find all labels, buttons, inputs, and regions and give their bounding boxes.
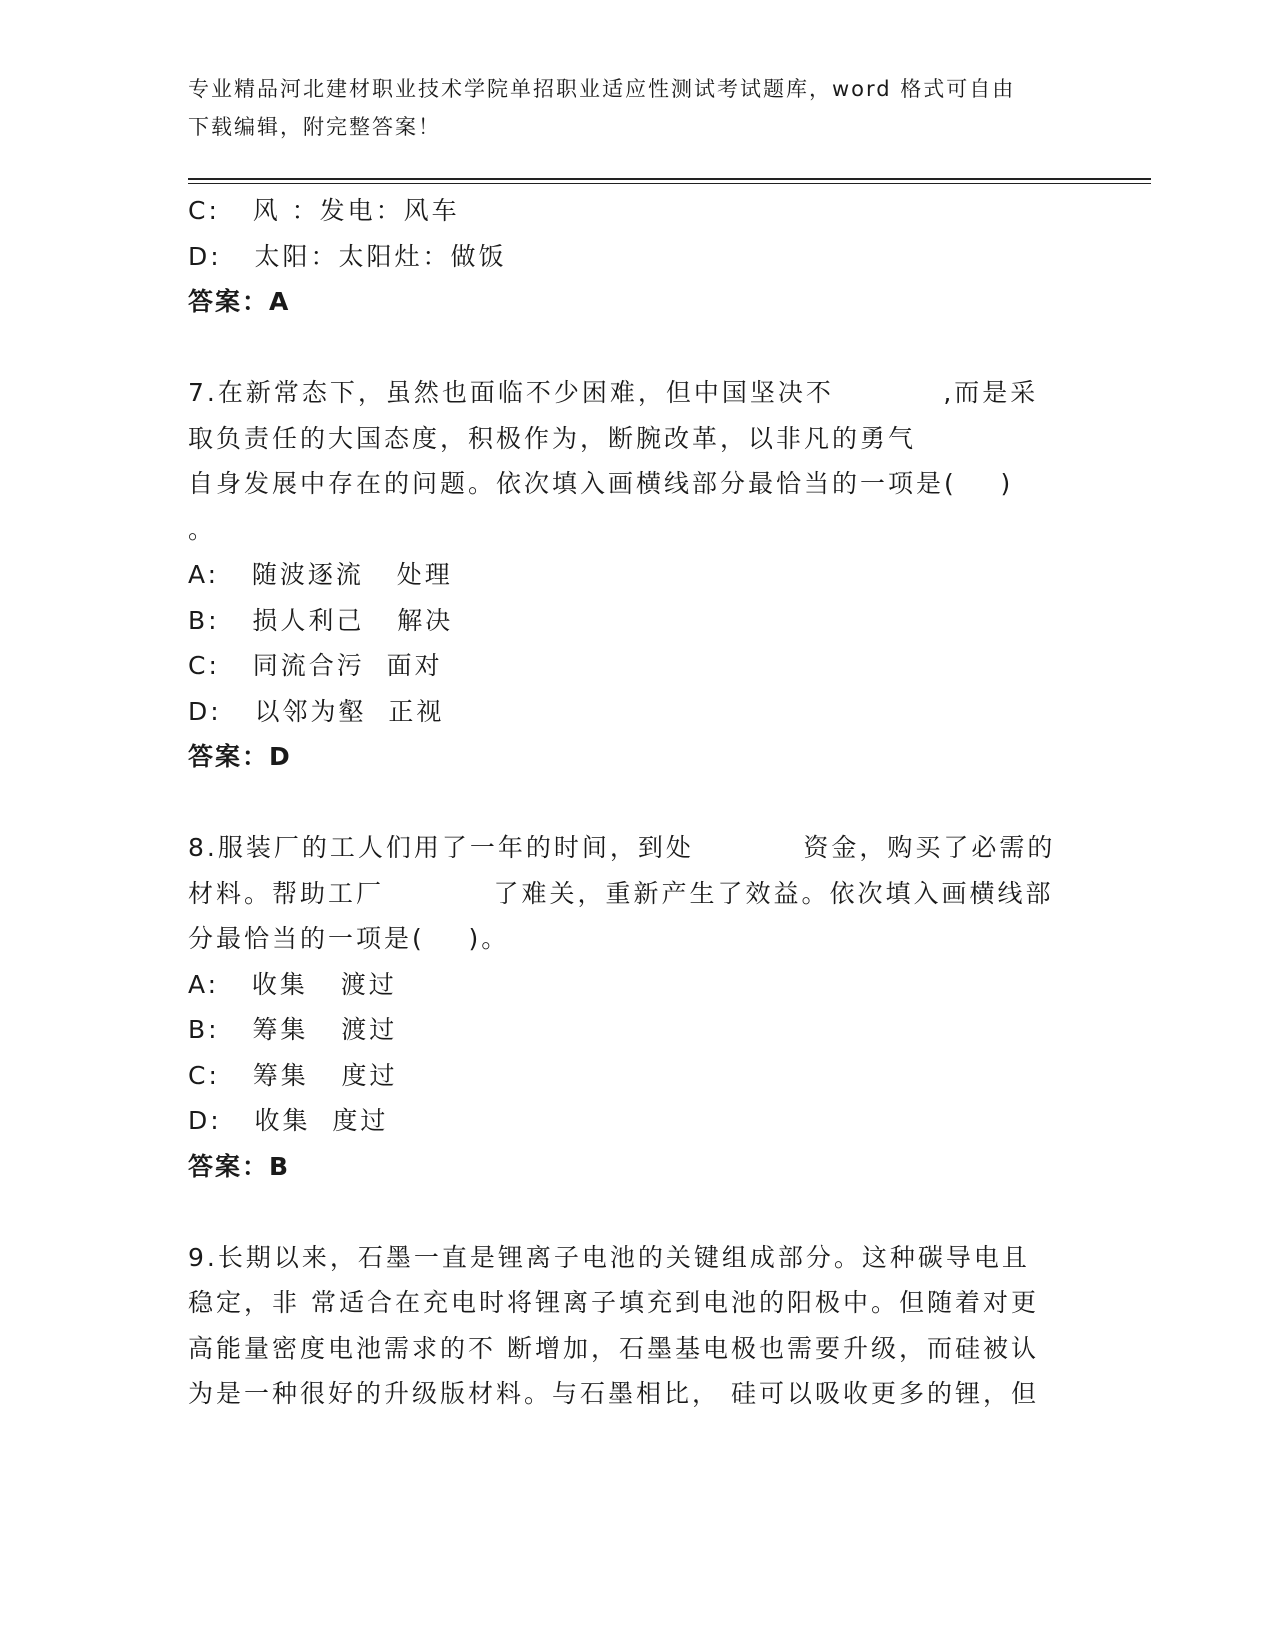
question-text-line: 分最恰当的一项是( )。: [188, 924, 510, 953]
question-text-line: 9.长期以来，石墨一直是锂离子电池的关键组成部分。这种碳导电且: [188, 1242, 1030, 1272]
option-a: A: 随波逐流 处理: [188, 560, 453, 589]
option-c: C: 同流合污 面对: [188, 651, 443, 680]
question-6-tail: [188, 188, 1088, 325]
spacer: [188, 1189, 1088, 1235]
question-text-line: 8.服装厂的工人们用了一年的时间，到处 资金，购买了必需的: [188, 833, 1056, 862]
option-c: C: 筹集 度过: [188, 1060, 398, 1090]
question-text-line: 材料。帮助工厂 了难关，重新产生了效益。依次填入画横线部: [188, 878, 1054, 908]
header-line-2: 下载编辑，附完整答案！: [188, 115, 441, 139]
question-text-line: 自身发展中存在的问题。依次填入画横线部分最恰当的一项是( ): [188, 469, 1014, 498]
option-d: D: 以邻为壑 正视: [188, 696, 445, 726]
answer-label: 答案：A: [188, 287, 291, 316]
document-body: [188, 188, 1088, 1417]
spacer: [188, 325, 1088, 371]
header-rule-thin: [188, 183, 1151, 184]
question-7: [188, 370, 1088, 780]
question-text-line: 7.在新常态下，虽然也面临不少困难，但中国坚决不 ,而是采: [188, 378, 1039, 407]
spacer: [188, 780, 1088, 826]
answer-label: 答案：B: [188, 1151, 291, 1181]
question-9: [188, 1235, 1088, 1417]
question-text-line: 为是一种很好的升级版材料。与石墨相比， 硅可以吸收更多的锂，但: [188, 1379, 1039, 1408]
option-d: D: 太阳：太阳灶：做饭: [188, 241, 507, 271]
option-d: D: 收集 度过: [188, 1106, 389, 1135]
question-text-line: 。: [188, 514, 217, 544]
option-a: A: 收集 渡过: [188, 969, 397, 999]
header-rule-thick: [188, 178, 1151, 180]
answer-label: 答案：D: [188, 742, 292, 771]
document-header: [188, 70, 1068, 146]
option-b: B: 损人利己 解决: [188, 605, 454, 635]
option-c: C: 风 ：发电：风车: [188, 196, 460, 225]
question-text-line: 取负责任的大国态度，积极作为，断腕改革，以非凡的勇气: [188, 423, 917, 453]
question-text-line: 稳定，非 常适合在充电时将锂离子填充到电池的阳极中。但随着对更: [188, 1288, 1039, 1317]
option-b: B: 筹集 渡过: [188, 1015, 398, 1044]
header-line-1: 专业精品河北建材职业技术学院单招职业适应性测试考试题库，word 格式可自由: [188, 77, 1016, 101]
question-text-line: 高能量密度电池需求的不 断增加，石墨基电极也需要升级，而硅被认: [188, 1333, 1039, 1363]
question-8: [188, 825, 1088, 1189]
